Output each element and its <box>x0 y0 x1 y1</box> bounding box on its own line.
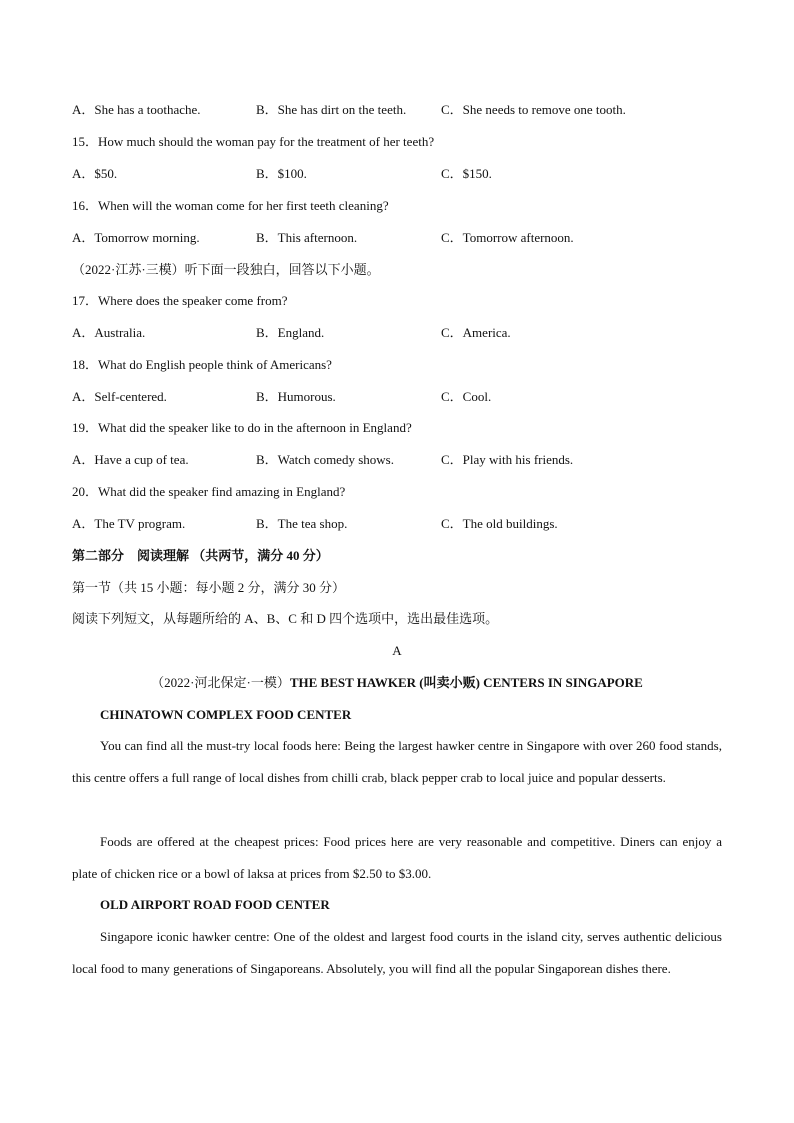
passage-title-source: （2022·河北保定·一模） <box>151 675 290 690</box>
part2-heading: 第二部分 阅读理解 （共两节，满分 40 分） <box>72 548 329 563</box>
q17-question: 17．Where does the speaker come from? <box>72 293 288 308</box>
center2-name: OLD AIRPORT ROAD FOOD CENTER <box>100 897 330 912</box>
q18-option-c: C．Cool. <box>441 389 492 404</box>
q20-option-a: A．The TV program. <box>72 516 186 531</box>
q17-option-a: A．Australia. <box>72 325 146 340</box>
section1-heading: 第一节（共 15 小题：每小题 2 分，满分 30 分） <box>72 580 346 595</box>
passage-letter: A <box>392 643 402 658</box>
q16-question: 16．When will the woman come for her first teeth cleaning? <box>72 198 389 213</box>
q15-question: 15．How much should the woman pay for the treatment of her teeth? <box>72 134 435 149</box>
passage-title <box>0 675 794 691</box>
q18-question: 18．What do English people think of Americans? <box>72 357 332 372</box>
center1-paragraph-2: Foods are offered at the cheapest prices: Food prices here are very reasonable and competitive. Diners can enjoy a plate of chicken rice or a bowl of laksa at prices from $2.50 to $3.00. <box>72 834 722 881</box>
q14-option-b: B．She has dirt on the teeth. <box>256 102 407 117</box>
q15-option-a: A．$50. <box>72 166 118 181</box>
q18-option-b: B．Humorous. <box>256 389 336 404</box>
q14-option-a: A．She has a toothache. <box>72 102 201 117</box>
center1-name: CHINATOWN COMPLEX FOOD CENTER <box>100 707 352 722</box>
q20-question: 20．What did the speaker find amazing in England? <box>72 484 346 499</box>
q17-option-c: C．America. <box>441 325 511 340</box>
center1-paragraph-1: You can find all the must-try local foods here: Being the largest hawker centre in Singapore with over 260 food stands, this centre offers a full range of local dishes from chilli crab, black pepper crab to local juice and popular desserts. <box>72 738 722 785</box>
q17-option-b: B．England. <box>256 325 325 340</box>
q14-option-c: C．She needs to remove one tooth. <box>441 102 626 117</box>
q18-option-a: A．Self-centered. <box>72 389 167 404</box>
q19-option-c: C．Play with his friends. <box>441 452 574 467</box>
q19-option-b: B．Watch comedy shows. <box>256 452 394 467</box>
center2-paragraph-1: Singapore iconic hawker centre: One of the oldest and largest food courts in the island city, serves authentic delicious local food to many generations of Singaporeans. Absolutely, you will find all the popular Singaporean dishes there. <box>72 929 722 976</box>
reading-instructions: 阅读下列短文，从每题所给的 A、B、C 和 D 四个选项中，选出最佳选项。 <box>72 611 499 626</box>
passage-title-text: THE BEST HAWKER (叫卖小贩) CENTERS IN SINGAPORE <box>289 675 643 690</box>
q16-option-a: A．Tomorrow morning. <box>72 230 200 245</box>
q15-option-c: C．$150. <box>441 166 492 181</box>
q16-option-c: C．Tomorrow afternoon. <box>441 230 574 245</box>
q19-question: 19．What did the speaker like to do in the afternoon in England? <box>72 420 412 435</box>
q19-option-a: A．Have a cup of tea. <box>72 452 189 467</box>
q20-option-c: C．The old buildings. <box>441 516 558 531</box>
q16-option-b: B．This afternoon. <box>256 230 358 245</box>
q15-option-b: B．$100. <box>256 166 307 181</box>
monologue-intro: （2022·江苏·三模）听下面一段独白，回答以下小题。 <box>72 262 380 277</box>
q20-option-b: B．The tea shop. <box>256 516 348 531</box>
